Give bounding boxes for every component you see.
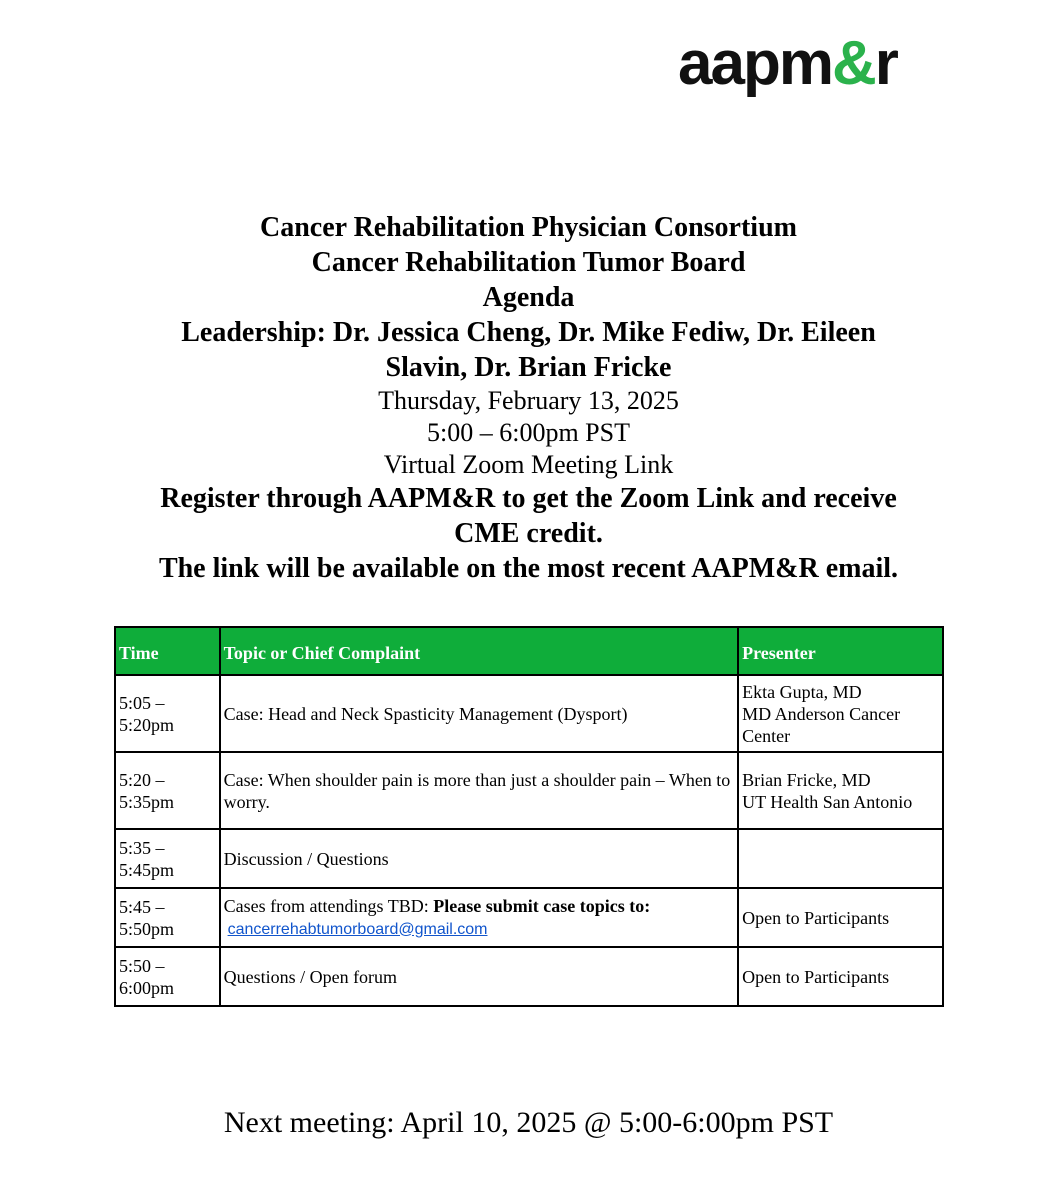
submission-email-link[interactable]: cancerrehabtumorboard@gmail.com [227, 920, 488, 938]
presenter-cell: Open to Participants [738, 947, 943, 1006]
table-row [115, 829, 943, 888]
table-row [115, 947, 943, 1006]
time-end: 5:20pm [119, 714, 175, 735]
leadership-line-1: Leadership: Dr. Jessica Cheng, Dr. Mike Fediw, Dr. Eileen [181, 317, 876, 348]
meeting-link-label: Virtual Zoom Meeting Link [383, 450, 674, 479]
topic-cell: Questions / Open forum [220, 947, 739, 1006]
topic-cell: Case: When shoulder pain is more than just a shoulder pain – When to worry. [220, 752, 739, 829]
time-end: 5:50pm [119, 918, 175, 939]
topic-cell: Case: Head and Neck Spasticity Management (Dysport) [220, 675, 739, 752]
header-topic: Topic or Chief Complaint [220, 627, 739, 675]
time-start: 5:20 – [119, 769, 165, 790]
presenter-name: Ekta Gupta, MD [742, 681, 862, 702]
time-cell [115, 675, 220, 752]
aapmr-logo [678, 24, 897, 104]
time-cell [115, 888, 220, 947]
meeting-time: 5:00 – 6:00pm PST [427, 418, 630, 447]
presenter-cell [738, 675, 943, 752]
link-availability-note: The link will be available on the most recent AAPM&R email. [158, 553, 899, 584]
time-cell [115, 947, 220, 1006]
topic-text: Cases from attendings TBD: [223, 895, 434, 916]
agenda-title: Agenda [482, 282, 575, 313]
time-cell [115, 752, 220, 829]
meeting-date: Thursday, February 13, 2025 [378, 386, 679, 415]
header-presenter: Presenter [738, 627, 943, 675]
presenter-cell [738, 829, 943, 888]
logo-text-r: r [874, 29, 897, 98]
agenda-table [114, 626, 944, 1007]
submit-instruction: Please submit case topics to: [433, 895, 651, 916]
presenter-cell: Open to Participants [738, 888, 943, 947]
presenter-name: Brian Fricke, MD [742, 769, 871, 790]
table-row [115, 752, 943, 829]
time-cell [115, 829, 220, 888]
leadership-line-2: Slavin, Dr. Brian Fricke [385, 352, 672, 383]
time-end: 5:35pm [119, 791, 175, 812]
consortium-title: Cancer Rehabilitation Physician Consortium [260, 212, 797, 243]
table-row [115, 675, 943, 752]
logo-text: aapm [678, 29, 832, 98]
topic-cell [220, 888, 739, 947]
time-start: 5:45 – [119, 896, 165, 917]
time-end: 6:00pm [119, 977, 175, 998]
table-header-row [115, 627, 943, 675]
presenter-affiliation: UT Health San Antonio [742, 791, 913, 812]
presenter-cell [738, 752, 943, 829]
time-start: 5:05 – [119, 692, 165, 713]
table-row [115, 888, 943, 947]
register-line-1: Register through AAPM&R to get the Zoom Link and receive [160, 483, 897, 514]
next-meeting-note: Next meeting: April 10, 2025 @ 5:00-6:00pm PST [223, 1106, 834, 1139]
logo-ampersand: & [831, 29, 875, 98]
time-start: 5:35 – [119, 837, 165, 858]
tumor-board-title: Cancer Rehabilitation Tumor Board [311, 247, 746, 278]
header-time: Time [115, 627, 220, 675]
agenda-heading [60, 210, 997, 586]
presenter-affiliation: MD Anderson Cancer Center [742, 703, 901, 746]
time-start: 5:50 – [119, 955, 165, 976]
register-line-2: CME credit. [454, 518, 603, 549]
topic-cell: Discussion / Questions [220, 829, 739, 888]
time-end: 5:45pm [119, 859, 175, 880]
